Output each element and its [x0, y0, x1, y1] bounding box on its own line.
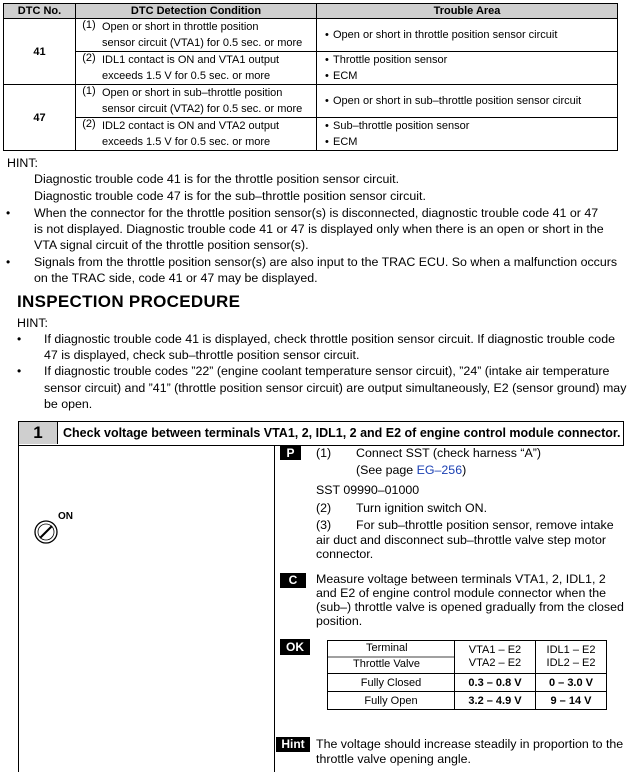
table-corner: [328, 641, 455, 674]
p-item-reference: (See page EG–256): [356, 463, 467, 477]
page-link[interactable]: EG–256: [416, 463, 463, 477]
bullet-icon: •: [17, 332, 22, 346]
table-row: [328, 641, 607, 674]
voltage-spec-table: [327, 640, 607, 710]
check-line: position.: [316, 614, 363, 628]
p-item-text: Connect SST (check harness “A”): [356, 446, 542, 460]
trouble-area-item: • Open or short in throttle position sensor circuit: [325, 27, 617, 43]
p-item-num: (3): [316, 518, 332, 532]
column-header: VTA1 – E2 VTA2 – E2: [455, 641, 536, 674]
dtc-code: 41: [4, 19, 76, 85]
check-line: Measure voltage between terminals VTA1, 2, IDL1, 2: [316, 572, 606, 586]
inspection-bullet-line: sensor circuit) and ”41” (throttle position sensor circuit) are output simultaneously, E2 (sensor ground) may: [44, 381, 627, 395]
trouble-area-item: • ECM: [325, 68, 617, 84]
hint-bullet-line: VTA signal circuit of the throttle position sensor(s).: [34, 238, 309, 252]
trouble-area: [317, 85, 618, 118]
condition-line: sensor circuit (VTA2) for 0.5 sec. or more: [102, 103, 303, 115]
condition-line: exceeds 1.5 V for 0.5 sec. or more: [102, 70, 271, 82]
condition-line: sensor circuit (VTA1) for 0.5 sec. or more: [102, 37, 303, 49]
trouble-area-item: • Throttle position sensor: [325, 52, 617, 68]
dtc-table: [3, 3, 618, 151]
inspection-bullet-line: If diagnostic trouble codes ”22” (engine coolant temperature sensor circuit), ”24” (intake air temperature: [44, 364, 610, 378]
hint-tag: Hint: [276, 737, 310, 752]
inspection-bullet-line: 47 is displayed, check sub–throttle position sensor circuit.: [44, 348, 360, 362]
condition-text: [102, 118, 317, 151]
inspection-bullet-line: be open.: [44, 397, 93, 411]
dtc-code: 47: [4, 85, 76, 151]
p-item-text: air duct and disconnect sub–throttle valve step motor: [316, 533, 606, 547]
hint-label: HINT:: [17, 316, 48, 330]
row-label: Fully Closed: [328, 674, 455, 692]
table-row: [4, 118, 618, 151]
p-item-text: For sub–throttle position sensor, remove intake: [356, 518, 614, 532]
sst-number: SST 09990–01000: [316, 483, 420, 497]
hint-bullet-line: When the connector for the throttle position sensor(s) is disconnected, diagnostic trouble code 41 or 47: [34, 206, 599, 220]
table-row: [4, 85, 618, 118]
trouble-area: [317, 52, 618, 85]
voltage-value: 0 – 3.0 V: [536, 674, 607, 692]
check-line: and E2 of engine control module connector when the: [316, 586, 607, 600]
voltage-value: 9 – 14 V: [536, 692, 607, 710]
condition-line: exceeds 1.5 V for 0.5 sec. or more: [102, 136, 271, 148]
row-label: Fully Open: [328, 692, 455, 710]
condition-number: (2): [76, 52, 103, 85]
hint-line: The voltage should increase steadily in proportion to the: [316, 737, 624, 751]
hint-label: HINT:: [7, 156, 38, 170]
condition-line: IDL2 contact is ON and VTA2 output: [102, 120, 280, 132]
trouble-area-item: • Sub–throttle position sensor: [325, 118, 617, 134]
section-title: INSPECTION PROCEDURE: [17, 292, 241, 311]
p-item-num: (2): [316, 501, 332, 515]
voltage-value: 3.2 – 4.9 V: [455, 692, 536, 710]
trouble-area: [317, 118, 618, 151]
condition-line: Open or short in throttle position: [102, 21, 259, 33]
condition-number: (2): [76, 118, 103, 151]
ignition-on-label: ON: [58, 511, 73, 522]
hint-line: throttle valve opening angle.: [316, 752, 471, 766]
hint-line: Diagnostic trouble code 41 is for the throttle position sensor circuit.: [34, 172, 400, 186]
p-item-num: (1): [316, 446, 332, 460]
trouble-area-item: • ECM: [325, 134, 617, 150]
table-row: [328, 692, 607, 710]
step-title: Check voltage between terminals VTA1, 2, IDL1, 2 and E2 of engine control module connector.: [63, 426, 621, 440]
table-row: [328, 674, 607, 692]
header-trouble-area: Trouble Area: [317, 4, 618, 19]
illustration-panel: [18, 446, 275, 772]
hint-line: Diagnostic trouble code 47 is for the sub–throttle position sensor circuit.: [34, 189, 426, 203]
bullet-icon: •: [6, 255, 11, 269]
inspection-bullet-line: If diagnostic trouble code 41 is displayed, check throttle position sensor circuit. If diagnostic trouble code: [44, 332, 615, 346]
condition-text: [102, 85, 317, 118]
p-item-text: Turn ignition switch ON.: [356, 501, 488, 515]
check-line: (sub–) throttle valve is opened gradually from the closed: [316, 600, 624, 614]
step-number: 1: [19, 422, 58, 444]
ok-tag: OK: [280, 639, 310, 655]
ignition-key-icon: [32, 518, 60, 546]
condition-line: IDL1 contact is ON and VTA1 output: [102, 54, 280, 66]
corner-top-label: Terminal: [366, 642, 408, 654]
column-header: IDL1 – E2 IDL2 – E2: [536, 641, 607, 674]
condition-line: Open or short in sub–throttle position: [102, 87, 283, 99]
hint-bullet-line: is not displayed. Diagnostic trouble code 41 or 47 is displayed only when there is an open or short in the: [34, 222, 604, 236]
trouble-area: [317, 19, 618, 52]
bullet-icon: •: [17, 364, 22, 378]
table-row: [4, 19, 618, 52]
p-item-text: connector.: [316, 547, 374, 561]
condition-text: [102, 19, 317, 52]
preparation-tag: P: [280, 446, 301, 460]
condition-number: (1): [76, 19, 103, 52]
header-dtc-no: DTC No.: [4, 4, 76, 19]
hint-bullet-line: Signals from the throttle position sensor(s) are also input to the TRAC ECU. So when a malfunction occurs: [34, 255, 618, 269]
voltage-value: 0.3 – 0.8 V: [455, 674, 536, 692]
dtc-table-header: [4, 4, 618, 19]
condition-number: (1): [76, 85, 103, 118]
header-detection-condition: DTC Detection Condition: [76, 4, 317, 19]
check-tag: C: [280, 573, 306, 588]
trouble-area-item: • Open or short in sub–throttle position sensor circuit: [325, 93, 617, 109]
table-row: [4, 52, 618, 85]
condition-text: [102, 52, 317, 85]
hint-bullet-line: on the TRAC side, code 41 or 47 may be displayed.: [34, 271, 318, 285]
step-header: [18, 421, 624, 446]
bullet-icon: •: [6, 206, 11, 220]
corner-bottom-label: Throttle Valve: [353, 658, 421, 670]
